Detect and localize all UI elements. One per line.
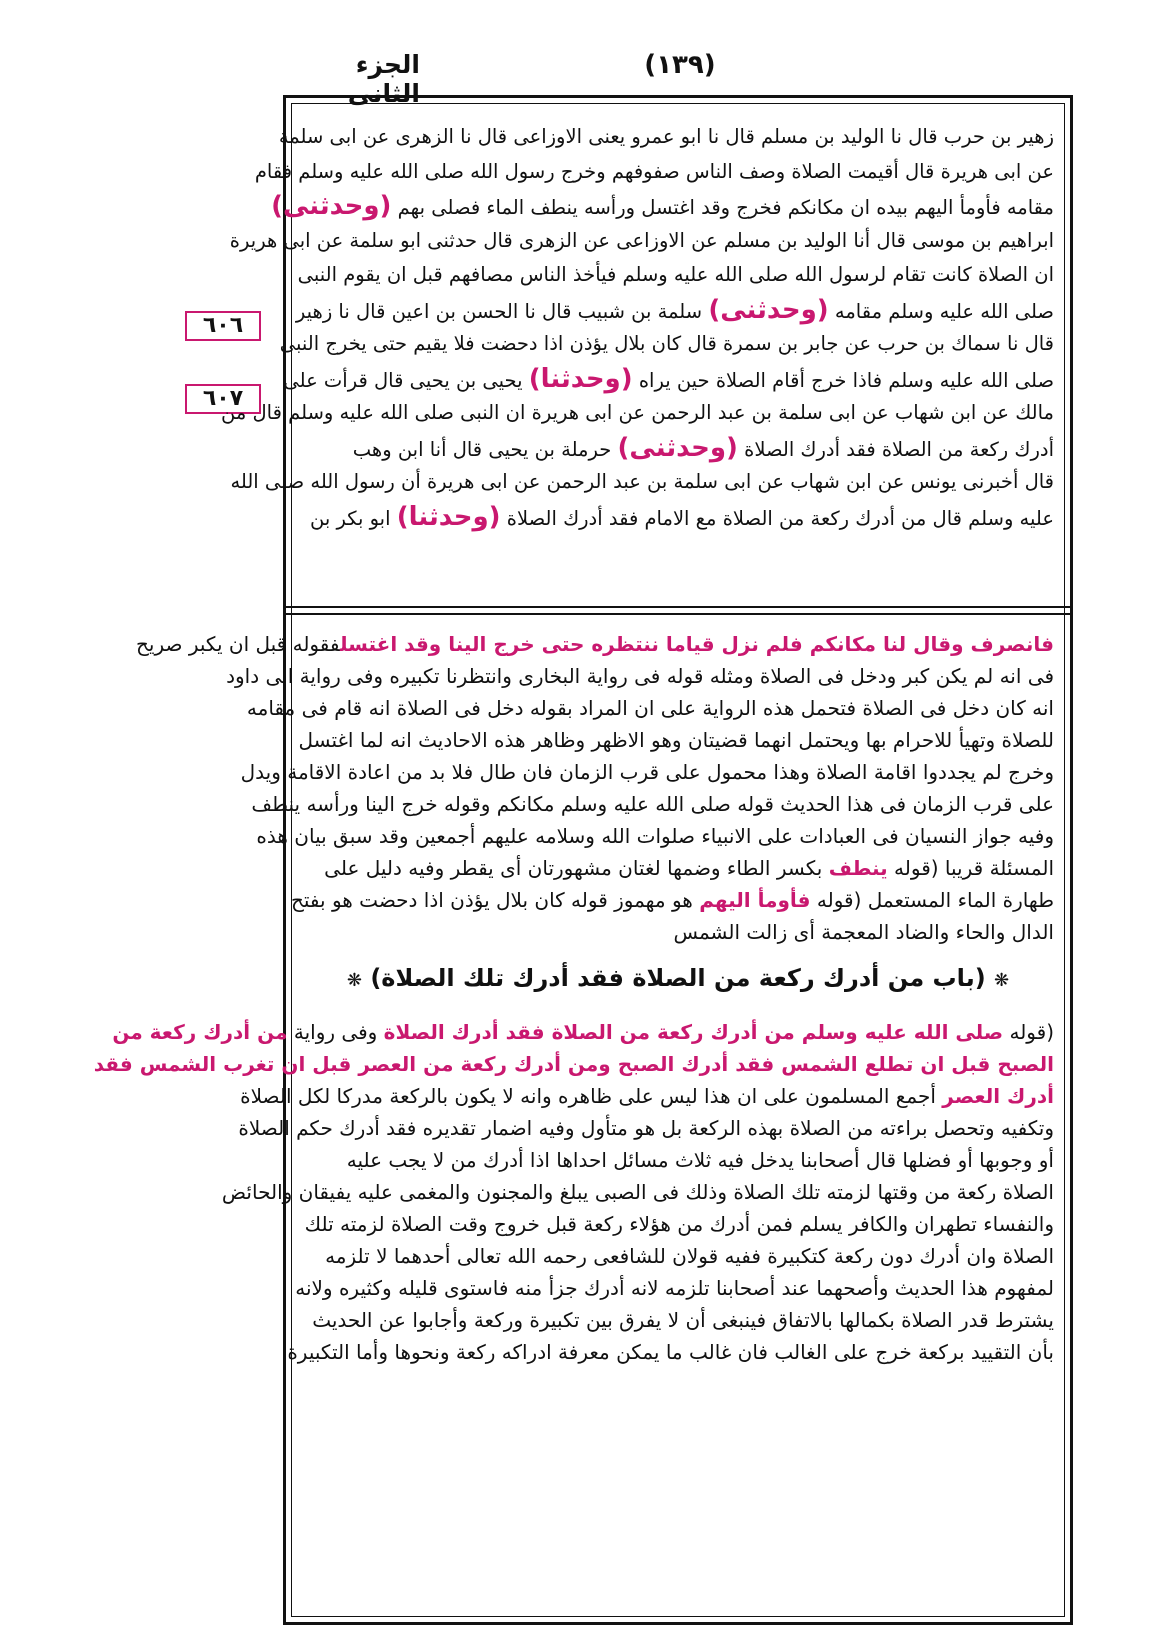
commentary-line: الصبح قبل ان تطلع الشمس فقد أدرك الصبح ومن أدرك ركعة من العصر قبل ان تغرب الشمس فقد [93,1052,1054,1076]
commentary-line: انه كان دخل فى الصلاة فتحمل هذه الرواية على ان المراد بقوله دخل فى الصلاة انه قام فى مقامه [246,696,1054,720]
commentary-line: طهارة الماء المستعمل (قوله فأومأ اليهم هو مهموز قوله كان بلال يؤذن اذا دحضت هو بفتح [290,888,1054,912]
commentary-line: الصلاة ركعة من وقتها لزمته تلك الصلاة وذلك فى الصبى يبلغ والمجنون والمغمى عليه يفيقان والحائض [221,1180,1054,1204]
narration-marker: (وحدثنى) [271,191,392,221]
narration-marker: (وحدثنا) [528,363,633,394]
commentary-line: والنفساء تطهران والكافر يسلم فمن أدرك من هؤلاء ركعة قبل خروج وقت الصلاة لزمته تلك [304,1212,1054,1236]
commentary-line: للصلاة وتهيأ للاحرام بها ويحتمل انهما قضيتان وهو الاظهر وظاهر هذه الاحاديث انه لما اغتسل [298,728,1054,752]
commentary-line: على قرب الزمان فى هذا الحديث قوله صلى الله عليه وسلم مكانكم وقوله خرج الينا ورأسه ينطف [251,792,1054,816]
commentary-line: فانصرف وقال لنا مكانكم فلم نزل قياما ننتظره حتى خرج الينا وقد اغتسلفقوله قبل ان يكبر صريح [136,632,1054,656]
commentary-line: يشترط قدر الصلاة بكمالها بالاتفاق فينبغى أن لا يفرق بين تكبيرة وركعة وأجابوا عن الحديث [312,1308,1054,1332]
commentary-line: لمفهوم هذا الحديث وأصحهما عند أصحابنا تلزمه لانه أدرك جزأ منه فاستوى قليله وكثيره ولانه [295,1276,1054,1300]
commentary-line: وخرج لم يجددوا اقامة الصلاة وهذا محمول على قرب الزمان فان طال فلا بد من اعادة الاقامة ويدل [240,760,1054,784]
hadith-line: زهير بن حرب قال نا الوليد بن مسلم قال نا ابو عمرو يعنى الاوزاعى قال نا الزهرى عن ابى سلمة [278,125,1054,148]
hadith-line: عليه وسلم قال من أدرك ركعة من الصلاة مع الامام فقد أدرك الصلاة (وحدثنا) ابو بكر بن [309,501,1054,532]
star-ornament-icon: ❋ [994,970,1010,991]
commentary-line: فى انه لم يكن كبر ودخل فى الصلاة ومثله قوله فى رواية البخارى وانتظرنا تكبيره وفى رواية ابى داود [226,664,1054,688]
narration-marker: (وحدثنى) [617,432,738,463]
narration-marker: (وحدثنا) [396,501,501,532]
volume-label: الجزء الثانى [347,50,420,108]
page-number: (١٣٩) [644,50,716,80]
commentary-line: وفيه جواز النسيان فى العبادات على الانبياء صلوات الله وسلامه عليهم أجمعين وقد سبق بيان هذه [256,824,1054,848]
hadith-line: عن ابى هريرة قال أقيمت الصلاة وصف الناس صفوفهم وخرج رسول الله صلى الله عليه وسلم فقام [254,159,1054,183]
chapter-heading [302,958,1054,998]
hadith-line: مقامه فأومأ اليهم بيده ان مكانكم فخرج وقد اغتسل ورأسه ينطف الماء فصلى بهم (وحدثنى) [271,191,1054,221]
hadith-line: قال أخبرنى يونس عن ابن شهاب عن ابى سلمة بن عبد الرحمن عن ابى هريرة أن رسول الله صلى الله [230,470,1054,493]
hadith-line: قال نا سماك بن حرب عن جابر بن سمرة قال كان بلال يؤذن اذا دحضت فلا يقيم حتى يخرج النبى [279,332,1054,355]
commentary-line: أدرك العصر أجمع المسلمون على ان هذا ليس على ظاهره وانه لا يكون بالركعة مدركا لكل الصلاة [240,1084,1054,1108]
commentary-line: أو وجوبها أو فضلها قال أصحابنا يدخل فيه ثلاث مسائل احداها اذا أدرك من لا يجب عليه [346,1148,1054,1172]
hadith-number-607: ٦٠٧ [185,384,261,414]
commentary-line: (قوله صلى الله عليه وسلم من أدرك ركعة من الصلاة فقد أدرك الصلاة وفى رواية من أدرك ركعة من [112,1020,1054,1044]
star-ornament-icon: ❋ [346,970,362,991]
hadith-line: ابراهيم بن موسى قال أنا الوليد بن مسلم عن الاوزاعى عن الزهرى قال حدثنى ابو سلمة عن ابى هريرة [229,228,1054,252]
narration-marker: (وحدثنى) [708,294,829,325]
section-separator [286,606,1070,615]
hadith-line: ان الصلاة كانت تقام لرسول الله صلى الله عليه وسلم فيأخذ الناس مصافهم قبل ان يقوم النبى [297,263,1054,286]
hadith-line: مالك عن ابن شهاب عن ابى سلمة بن عبد الرحمن عن ابى هريرة ان النبى صلى الله عليه وسلم قال من [221,401,1054,424]
chapter-title: (باب من أدرك ركعة من الصلاة فقد أدرك تلك الصلاة) [370,964,986,992]
commentary-section [93,628,1054,1618]
commentary-line: وتكفيه وتحصل براءته من الصلاة بهذه الركعة بل هو متأول وفيه اضمار تقديره فقد أدرك حكم الصلاة [238,1116,1054,1140]
hadith-line: أدرك ركعة من الصلاة فقد أدرك الصلاة (وحدثنى) حرملة بن يحيى قال أنا ابن وهب [352,432,1054,463]
hadith-line: صلى الله عليه وسلم فاذا خرج أقام الصلاة حين يراه (وحدثنا) يحيى بن يحيى قال قرأت على [283,363,1054,394]
commentary-line: المسئلة قريبا (قوله ينطف بكسر الطاء وضمها لغتان مشهورتان أى يقطر وفيه دليل على [324,856,1054,880]
hadith-line: صلى الله عليه وسلم مقامه (وحدثنى) سلمة بن شبيب قال نا الحسن بن اعين قال نا زهير [295,294,1054,325]
commentary-line: الصلاة وان أدرك دون ركعة كتكبيرة ففيه قولان للشافعى رحمه الله تعالى أحدهما لا تلزمه [325,1244,1054,1268]
commentary-line: الدال والحاء والضاد المعجمة أى زالت الشمس [673,920,1054,944]
page-header [280,44,1080,108]
hadith-number-606: ٦٠٦ [185,311,261,341]
commentary-line: بأن التقييد بركعة خرج على الغالب فان غالب ما يمكن معرفة ادراكه ركعة ونحوها وأما التكبيرة [287,1340,1054,1364]
